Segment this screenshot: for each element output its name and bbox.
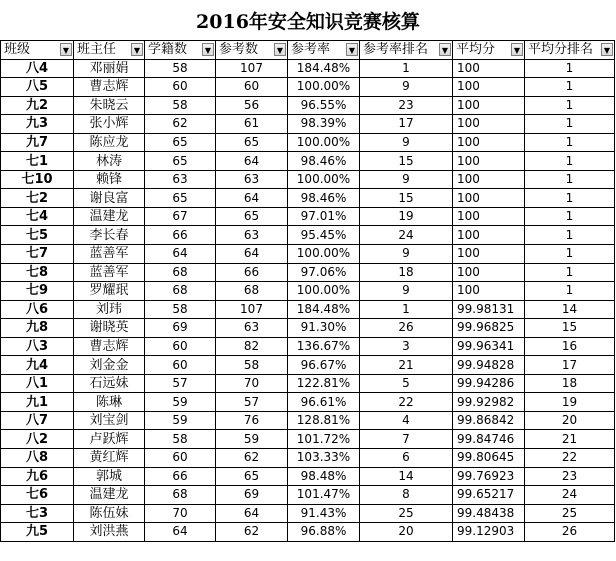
class-cell[interactable]: 八8 [1,449,74,468]
rate-rank-cell[interactable]: 9 [360,78,453,97]
teacher-cell[interactable]: 谢晓英 [74,319,145,338]
column-header [74,41,145,60]
table-row [1,374,615,393]
teacher-cell[interactable]: 郭城 [74,467,145,486]
table-row [1,245,615,264]
average-rank-cell[interactable]: 24 [525,486,615,505]
rate-cell[interactable]: 95.45% [288,226,360,245]
average-cell[interactable]: 99.76923 [453,467,525,486]
average-rank-cell[interactable]: 21 [525,430,615,449]
sheet-title: 2016年安全知识竞赛核算 [196,10,420,33]
average-cell[interactable]: 99.98131 [453,300,525,319]
enrolled-cell[interactable]: 60 [145,78,216,97]
average-rank-cell[interactable]: 1 [525,226,615,245]
enrolled-cell[interactable]: 60 [145,449,216,468]
enrolled-cell[interactable]: 65 [145,189,216,208]
column-header-label: 班主任 [77,42,117,58]
participants-cell[interactable]: 70 [216,374,288,393]
participants-cell[interactable]: 63 [216,319,288,338]
teacher-cell[interactable]: 张小辉 [74,115,145,134]
participants-cell[interactable]: 63 [216,226,288,245]
average-cell[interactable]: 100 [453,282,525,301]
table-row [1,504,615,523]
teacher-cell[interactable]: 刘金金 [74,356,145,375]
enrolled-cell[interactable]: 62 [145,115,216,134]
filter-dropdown-icon[interactable]: ▼ [439,43,451,56]
average-cell[interactable]: 99.94286 [453,374,525,393]
participants-cell[interactable]: 57 [216,393,288,412]
table-row [1,319,615,338]
rate-cell[interactable]: 97.01% [288,207,360,226]
enrolled-cell[interactable]: 66 [145,226,216,245]
class-cell[interactable]: 九4 [1,356,74,375]
enrolled-cell[interactable]: 70 [145,504,216,523]
table-row [1,96,615,115]
participants-cell[interactable]: 107 [216,59,288,78]
enrolled-cell[interactable]: 58 [145,430,216,449]
rate-rank-cell[interactable]: 20 [360,523,453,542]
teacher-cell[interactable]: 蓝善军 [74,245,145,264]
teacher-cell[interactable]: 卢跃辉 [74,430,145,449]
enrolled-cell[interactable]: 64 [145,245,216,264]
enrolled-cell[interactable]: 57 [145,374,216,393]
enrolled-cell[interactable]: 67 [145,207,216,226]
rate-cell[interactable]: 136.67% [288,337,360,356]
rate-rank-cell[interactable]: 8 [360,486,453,505]
average-cell[interactable]: 100 [453,207,525,226]
participants-cell[interactable]: 62 [216,523,288,542]
teacher-cell[interactable]: 石远妹 [74,374,145,393]
participants-cell[interactable]: 60 [216,78,288,97]
class-cell[interactable]: 八7 [1,411,74,430]
rate-cell[interactable]: 184.48% [288,300,360,319]
rate-cell[interactable]: 96.67% [288,356,360,375]
average-cell[interactable]: 99.96825 [453,319,525,338]
class-cell[interactable]: 八4 [1,59,74,78]
rate-cell[interactable]: 103.33% [288,449,360,468]
table-row [1,411,615,430]
filter-dropdown-icon[interactable]: ▼ [511,43,523,56]
teacher-cell[interactable]: 刘宝剑 [74,411,145,430]
class-cell[interactable]: 九2 [1,96,74,115]
column-header-label: 参考数 [219,42,259,58]
table-row [1,170,615,189]
participants-cell[interactable]: 62 [216,449,288,468]
participants-cell[interactable]: 107 [216,300,288,319]
rate-rank-cell[interactable]: 15 [360,152,453,171]
rate-rank-cell[interactable]: 19 [360,207,453,226]
rate-rank-cell[interactable]: 24 [360,226,453,245]
rate-rank-cell[interactable]: 18 [360,263,453,282]
class-cell[interactable]: 九1 [1,393,74,412]
column-header [145,41,216,60]
teacher-cell[interactable]: 赖锋 [74,170,145,189]
table-row [1,430,615,449]
rate-rank-cell[interactable]: 3 [360,337,453,356]
class-cell[interactable]: 八6 [1,300,74,319]
class-cell[interactable]: 七6 [1,486,74,505]
teacher-cell[interactable]: 陈琳 [74,393,145,412]
enrolled-cell[interactable]: 58 [145,96,216,115]
filter-dropdown-icon[interactable]: ▼ [60,43,72,56]
rate-rank-cell[interactable]: 7 [360,430,453,449]
participants-cell[interactable]: 65 [216,133,288,152]
rate-rank-cell[interactable]: 22 [360,393,453,412]
rate-rank-cell[interactable]: 26 [360,319,453,338]
average-cell[interactable]: 99.86842 [453,411,525,430]
teacher-cell[interactable]: 刘玮 [74,300,145,319]
teacher-cell[interactable]: 朱晓云 [74,96,145,115]
table-row [1,115,615,134]
column-header-label: 平均分排名 [528,42,594,58]
teacher-cell[interactable]: 陈伍妹 [74,504,145,523]
table-row [1,78,615,97]
column-header-label: 参考率排名 [363,42,429,58]
class-cell[interactable]: 九5 [1,523,74,542]
participants-cell[interactable]: 64 [216,245,288,264]
filter-dropdown-icon[interactable]: ▼ [346,43,358,56]
table-row [1,282,615,301]
table-row [1,523,615,542]
average-rank-cell[interactable]: 1 [525,189,615,208]
average-cell[interactable]: 100 [453,170,525,189]
teacher-cell[interactable]: 林涛 [74,152,145,171]
average-cell[interactable]: 100 [453,226,525,245]
participants-cell[interactable]: 64 [216,152,288,171]
average-rank-cell[interactable]: 20 [525,411,615,430]
enrolled-cell[interactable]: 60 [145,337,216,356]
class-cell[interactable]: 七4 [1,207,74,226]
rate-cell[interactable]: 184.48% [288,59,360,78]
rate-rank-cell[interactable]: 14 [360,467,453,486]
average-rank-cell[interactable]: 19 [525,393,615,412]
participants-cell[interactable]: 76 [216,411,288,430]
average-cell[interactable]: 100 [453,96,525,115]
average-rank-cell[interactable]: 1 [525,133,615,152]
column-header [525,41,615,60]
enrolled-cell[interactable]: 69 [145,319,216,338]
rate-cell[interactable]: 100.00% [288,282,360,301]
average-rank-cell[interactable]: 1 [525,170,615,189]
table-row [1,393,615,412]
column-header-label: 学籍数 [148,42,188,58]
table-body [1,59,615,541]
rate-cell[interactable]: 128.81% [288,411,360,430]
average-rank-cell[interactable]: 1 [525,282,615,301]
participants-cell[interactable]: 82 [216,337,288,356]
average-rank-cell[interactable]: 1 [525,152,615,171]
class-cell[interactable]: 八2 [1,430,74,449]
participants-cell[interactable]: 66 [216,263,288,282]
class-cell[interactable]: 八3 [1,337,74,356]
average-cell[interactable]: 100 [453,133,525,152]
enrolled-cell[interactable]: 58 [145,300,216,319]
column-header [288,41,360,60]
participants-cell[interactable]: 64 [216,189,288,208]
class-cell[interactable]: 九6 [1,467,74,486]
teacher-cell[interactable]: 李长春 [74,226,145,245]
average-rank-cell[interactable]: 1 [525,207,615,226]
rate-cell[interactable]: 96.61% [288,393,360,412]
teacher-cell[interactable]: 谢良富 [74,189,145,208]
rate-cell[interactable]: 98.46% [288,189,360,208]
teacher-cell[interactable]: 温建龙 [74,486,145,505]
average-rank-cell[interactable]: 1 [525,96,615,115]
rate-rank-cell[interactable]: 25 [360,504,453,523]
header-row [1,41,615,60]
rate-rank-cell[interactable]: 9 [360,170,453,189]
participants-cell[interactable]: 59 [216,430,288,449]
average-rank-cell[interactable]: 23 [525,467,615,486]
average-cell[interactable]: 99.12903 [453,523,525,542]
rate-rank-cell[interactable]: 21 [360,356,453,375]
teacher-cell[interactable]: 蓝善军 [74,263,145,282]
class-cell[interactable]: 七1 [1,152,74,171]
rate-cell[interactable]: 100.00% [288,78,360,97]
table-row [1,207,615,226]
table-row [1,449,615,468]
enrolled-cell[interactable]: 68 [145,263,216,282]
average-rank-cell[interactable]: 18 [525,374,615,393]
table-row [1,337,615,356]
table-row [1,152,615,171]
average-cell[interactable]: 100 [453,245,525,264]
column-header [360,41,453,60]
average-rank-cell[interactable]: 22 [525,449,615,468]
teacher-cell[interactable]: 陈应龙 [74,133,145,152]
average-rank-cell[interactable]: 26 [525,523,615,542]
average-cell[interactable]: 100 [453,115,525,134]
teacher-cell[interactable]: 黄红辉 [74,449,145,468]
rate-rank-cell[interactable]: 6 [360,449,453,468]
rate-cell[interactable]: 96.55% [288,96,360,115]
enrolled-cell[interactable]: 68 [145,486,216,505]
filter-dropdown-icon[interactable]: ▼ [202,43,214,56]
teacher-cell[interactable]: 邓丽娟 [74,59,145,78]
average-cell[interactable]: 99.84746 [453,430,525,449]
rate-cell[interactable]: 91.43% [288,504,360,523]
column-header [1,41,74,60]
rate-rank-cell[interactable]: 5 [360,374,453,393]
participants-cell[interactable]: 61 [216,115,288,134]
score-table [0,40,615,542]
average-rank-cell[interactable]: 1 [525,263,615,282]
column-header-label: 班级 [4,42,31,58]
filter-dropdown-icon[interactable]: ▼ [274,43,286,56]
rate-cell[interactable]: 98.46% [288,152,360,171]
average-rank-cell[interactable]: 1 [525,245,615,264]
table-row [1,133,615,152]
enrolled-cell[interactable]: 65 [145,152,216,171]
class-cell[interactable]: 七8 [1,263,74,282]
class-cell[interactable]: 九8 [1,319,74,338]
participants-cell[interactable]: 56 [216,96,288,115]
average-rank-cell[interactable]: 16 [525,337,615,356]
table-row [1,486,615,505]
participants-cell[interactable]: 65 [216,467,288,486]
class-cell[interactable]: 七9 [1,282,74,301]
average-rank-cell[interactable]: 1 [525,78,615,97]
enrolled-cell[interactable]: 60 [145,356,216,375]
rate-rank-cell[interactable]: 1 [360,59,453,78]
average-rank-cell[interactable]: 25 [525,504,615,523]
class-cell[interactable]: 七2 [1,189,74,208]
average-cell[interactable]: 100 [453,152,525,171]
average-rank-cell[interactable]: 17 [525,356,615,375]
column-header-label: 平均分 [456,42,496,58]
table-row [1,300,615,319]
participants-cell[interactable]: 63 [216,170,288,189]
enrolled-cell[interactable]: 59 [145,393,216,412]
rate-rank-cell[interactable]: 9 [360,133,453,152]
average-cell[interactable]: 99.96341 [453,337,525,356]
average-cell[interactable]: 100 [453,59,525,78]
rate-rank-cell[interactable]: 17 [360,115,453,134]
participants-cell[interactable]: 68 [216,282,288,301]
column-header [216,41,288,60]
table-row [1,189,615,208]
rate-cell[interactable]: 96.88% [288,523,360,542]
column-header-label: 参考率 [291,42,331,58]
average-cell[interactable]: 100 [453,78,525,97]
average-rank-cell[interactable]: 1 [525,115,615,134]
rate-cell[interactable]: 98.39% [288,115,360,134]
rate-rank-cell[interactable]: 23 [360,96,453,115]
participants-cell[interactable]: 64 [216,504,288,523]
rate-cell[interactable]: 101.47% [288,486,360,505]
rate-rank-cell[interactable]: 4 [360,411,453,430]
average-cell[interactable]: 99.65217 [453,486,525,505]
enrolled-cell[interactable]: 59 [145,411,216,430]
enrolled-cell[interactable]: 68 [145,282,216,301]
column-header [453,41,525,60]
class-cell[interactable]: 八5 [1,78,74,97]
average-cell[interactable]: 100 [453,263,525,282]
table-row [1,226,615,245]
enrolled-cell[interactable]: 65 [145,133,216,152]
rate-cell[interactable]: 100.00% [288,170,360,189]
rate-cell[interactable]: 98.48% [288,467,360,486]
participants-cell[interactable]: 65 [216,207,288,226]
table-row [1,263,615,282]
rate-cell[interactable]: 97.06% [288,263,360,282]
class-cell[interactable]: 七7 [1,245,74,264]
participants-cell[interactable]: 69 [216,486,288,505]
enrolled-cell[interactable]: 64 [145,523,216,542]
enrolled-cell[interactable]: 63 [145,170,216,189]
average-cell[interactable]: 99.94828 [453,356,525,375]
table-row [1,59,615,78]
rate-cell[interactable]: 101.72% [288,430,360,449]
table-row [1,467,615,486]
rate-cell[interactable]: 100.00% [288,245,360,264]
average-cell[interactable]: 99.48438 [453,504,525,523]
table-row [1,356,615,375]
average-rank-cell[interactable]: 1 [525,59,615,78]
rate-rank-cell[interactable]: 9 [360,282,453,301]
average-cell[interactable]: 99.80645 [453,449,525,468]
average-cell[interactable]: 100 [453,189,525,208]
rate-rank-cell[interactable]: 1 [360,300,453,319]
teacher-cell[interactable]: 曹志辉 [74,337,145,356]
class-cell[interactable]: 八1 [1,374,74,393]
rate-rank-cell[interactable]: 15 [360,189,453,208]
teacher-cell[interactable]: 曹志辉 [74,78,145,97]
rate-cell[interactable]: 100.00% [288,133,360,152]
teacher-cell[interactable]: 温建龙 [74,207,145,226]
average-cell[interactable]: 99.92982 [453,393,525,412]
average-rank-cell[interactable]: 15 [525,319,615,338]
rate-cell[interactable]: 122.81% [288,374,360,393]
filter-dropdown-icon[interactable]: ▼ [601,43,613,56]
class-cell[interactable]: 九3 [1,115,74,134]
enrolled-cell[interactable]: 58 [145,59,216,78]
rate-cell[interactable]: 91.30% [288,319,360,338]
class-cell[interactable]: 七5 [1,226,74,245]
filter-dropdown-icon[interactable]: ▼ [131,43,143,56]
average-rank-cell[interactable]: 14 [525,300,615,319]
rate-rank-cell[interactable]: 9 [360,245,453,264]
class-cell[interactable]: 七3 [1,504,74,523]
teacher-cell[interactable]: 刘洪燕 [74,523,145,542]
class-cell[interactable]: 九7 [1,133,74,152]
class-cell[interactable]: 七10 [1,170,74,189]
enrolled-cell[interactable]: 66 [145,467,216,486]
participants-cell[interactable]: 58 [216,356,288,375]
teacher-cell[interactable]: 罗耀珉 [74,282,145,301]
